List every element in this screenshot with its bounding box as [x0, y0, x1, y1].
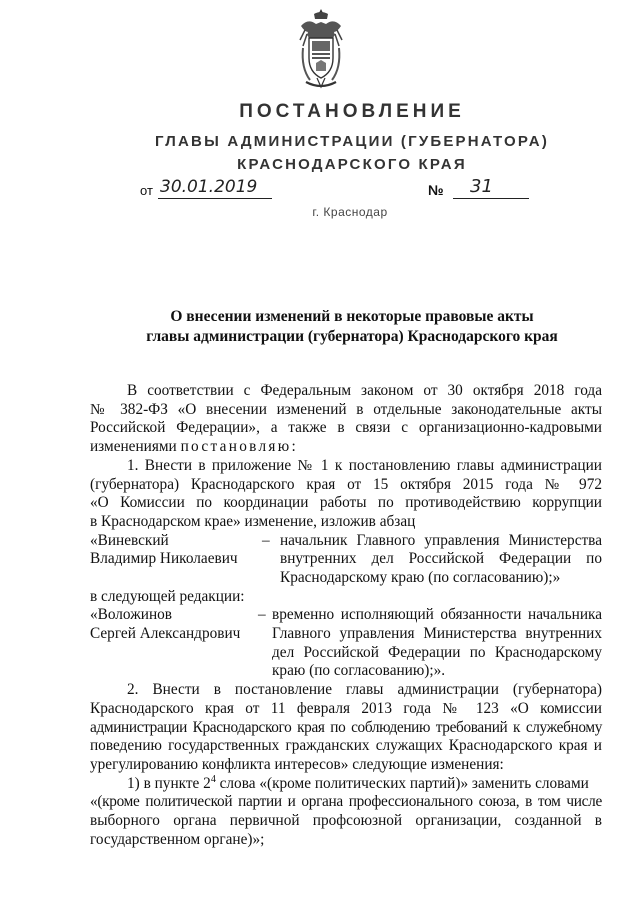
date-underline [158, 198, 272, 199]
dash: – [262, 531, 270, 549]
paragraph-line: Российской Федерации», а также в связи с организационно-кадровыми [90, 419, 602, 437]
new-entry-row [90, 606, 602, 625]
paragraph-line: выборного органа первичной профсоюзной организации, созданной в [90, 812, 602, 830]
new-position-line: дел Российской Федерации по Краснодарскому [272, 643, 602, 661]
old-position-line: начальник Главного управления Министерства [280, 531, 602, 549]
paragraph-line: (губернатора) Краснодарского края от 15 октября 2015 года № 972 [90, 475, 602, 493]
new-entry-row [90, 644, 602, 663]
number-value: 31 [470, 176, 493, 197]
paragraph-line: № 382-ФЗ «О внесении изменений в отдельные законодательные акты [90, 400, 602, 418]
dash: – [258, 606, 266, 624]
document-type-heading: ПОСТАНОВЛЕНИЕ [239, 101, 465, 122]
old-entry-row [90, 550, 602, 569]
paragraph-line: в Краснодарском крае» изменение, изложив абзац [90, 512, 416, 530]
document-title-line1: О внесении изменений в некоторые правовые акты [170, 308, 534, 325]
new-person-name: Сергей Александрович [90, 625, 241, 643]
old-position-line: Краснодарскому краю (по согласованию);» [280, 569, 561, 586]
old-person-name: Владимир Николаевич [90, 550, 238, 568]
date-label: от [140, 183, 153, 198]
new-position-line: краю (по согласованию);». [272, 662, 446, 680]
number-underline [453, 198, 529, 199]
old-position-line: внутренних дел Российской Федерации по [280, 550, 602, 568]
city-label: г. Краснодар [312, 205, 388, 219]
paragraph-line: государственном органе)»; [90, 830, 265, 848]
paragraph-line: «(кроме политической партии и органа профессионального союза, в том числе [90, 793, 602, 811]
number-label: № [428, 182, 444, 198]
paragraph-line: 2. Внести в постановление главы администрации (губернатора) [127, 681, 602, 699]
new-position-line: Главного управления Министерства внутренних [272, 625, 602, 643]
date-value: 30.01.2019 [160, 177, 258, 197]
paragraph-line: 1. Внести в приложение № 1 к постановлению главы администрации [127, 456, 602, 474]
paragraph-line: в следующей редакции: [90, 587, 245, 605]
paragraph-line: администрации Краснодарского края по соблюдению требований к служебному [90, 718, 602, 736]
old-entry-row [90, 532, 602, 551]
new-position-line: временно исполняющий обязанности начальника [272, 606, 602, 624]
document-title-line2: главы администрации (губернатора) Краснодарского края [146, 328, 558, 345]
paragraph-line: поведению государственных гражданских служащих Краснодарского края и [90, 737, 602, 755]
coat-of-arms-icon [298, 8, 344, 90]
paragraph-line: Краснодарского края от 11 февраля 2013 года № 123 «О комиссии [90, 699, 602, 717]
new-entry-row [90, 625, 602, 644]
paragraph-line: В соответствии с Федеральным законом от 30 октября 2018 года [127, 382, 602, 399]
issuer-heading-line2: КРАСНОДАРСКОГО КРАЯ [237, 156, 467, 173]
decree-word: постановляю: [180, 438, 299, 456]
issuer-heading-line1: ГЛАВЫ АДМИНИСТРАЦИИ (ГУБЕРНАТОРА) [154, 133, 550, 150]
new-entry-row [90, 662, 602, 681]
old-person-surname: «Виневский [90, 531, 169, 549]
paragraph-line: «О Комиссии по координации работы по противодействию коррупции [90, 494, 602, 512]
paragraph-line: 1) в пункте $2^4$ слова «(кроме политических партий)» заменить словами [127, 773, 589, 792]
document-body [90, 382, 602, 849]
superscript: 4 [210, 773, 216, 785]
old-entry-row [90, 569, 602, 588]
paragraph-line: изменениями постановляю: [90, 438, 299, 456]
new-person-surname: «Воложинов [90, 606, 173, 624]
paragraph-line: урегулированию конфликта интересов» следующие изменения: [90, 755, 504, 773]
